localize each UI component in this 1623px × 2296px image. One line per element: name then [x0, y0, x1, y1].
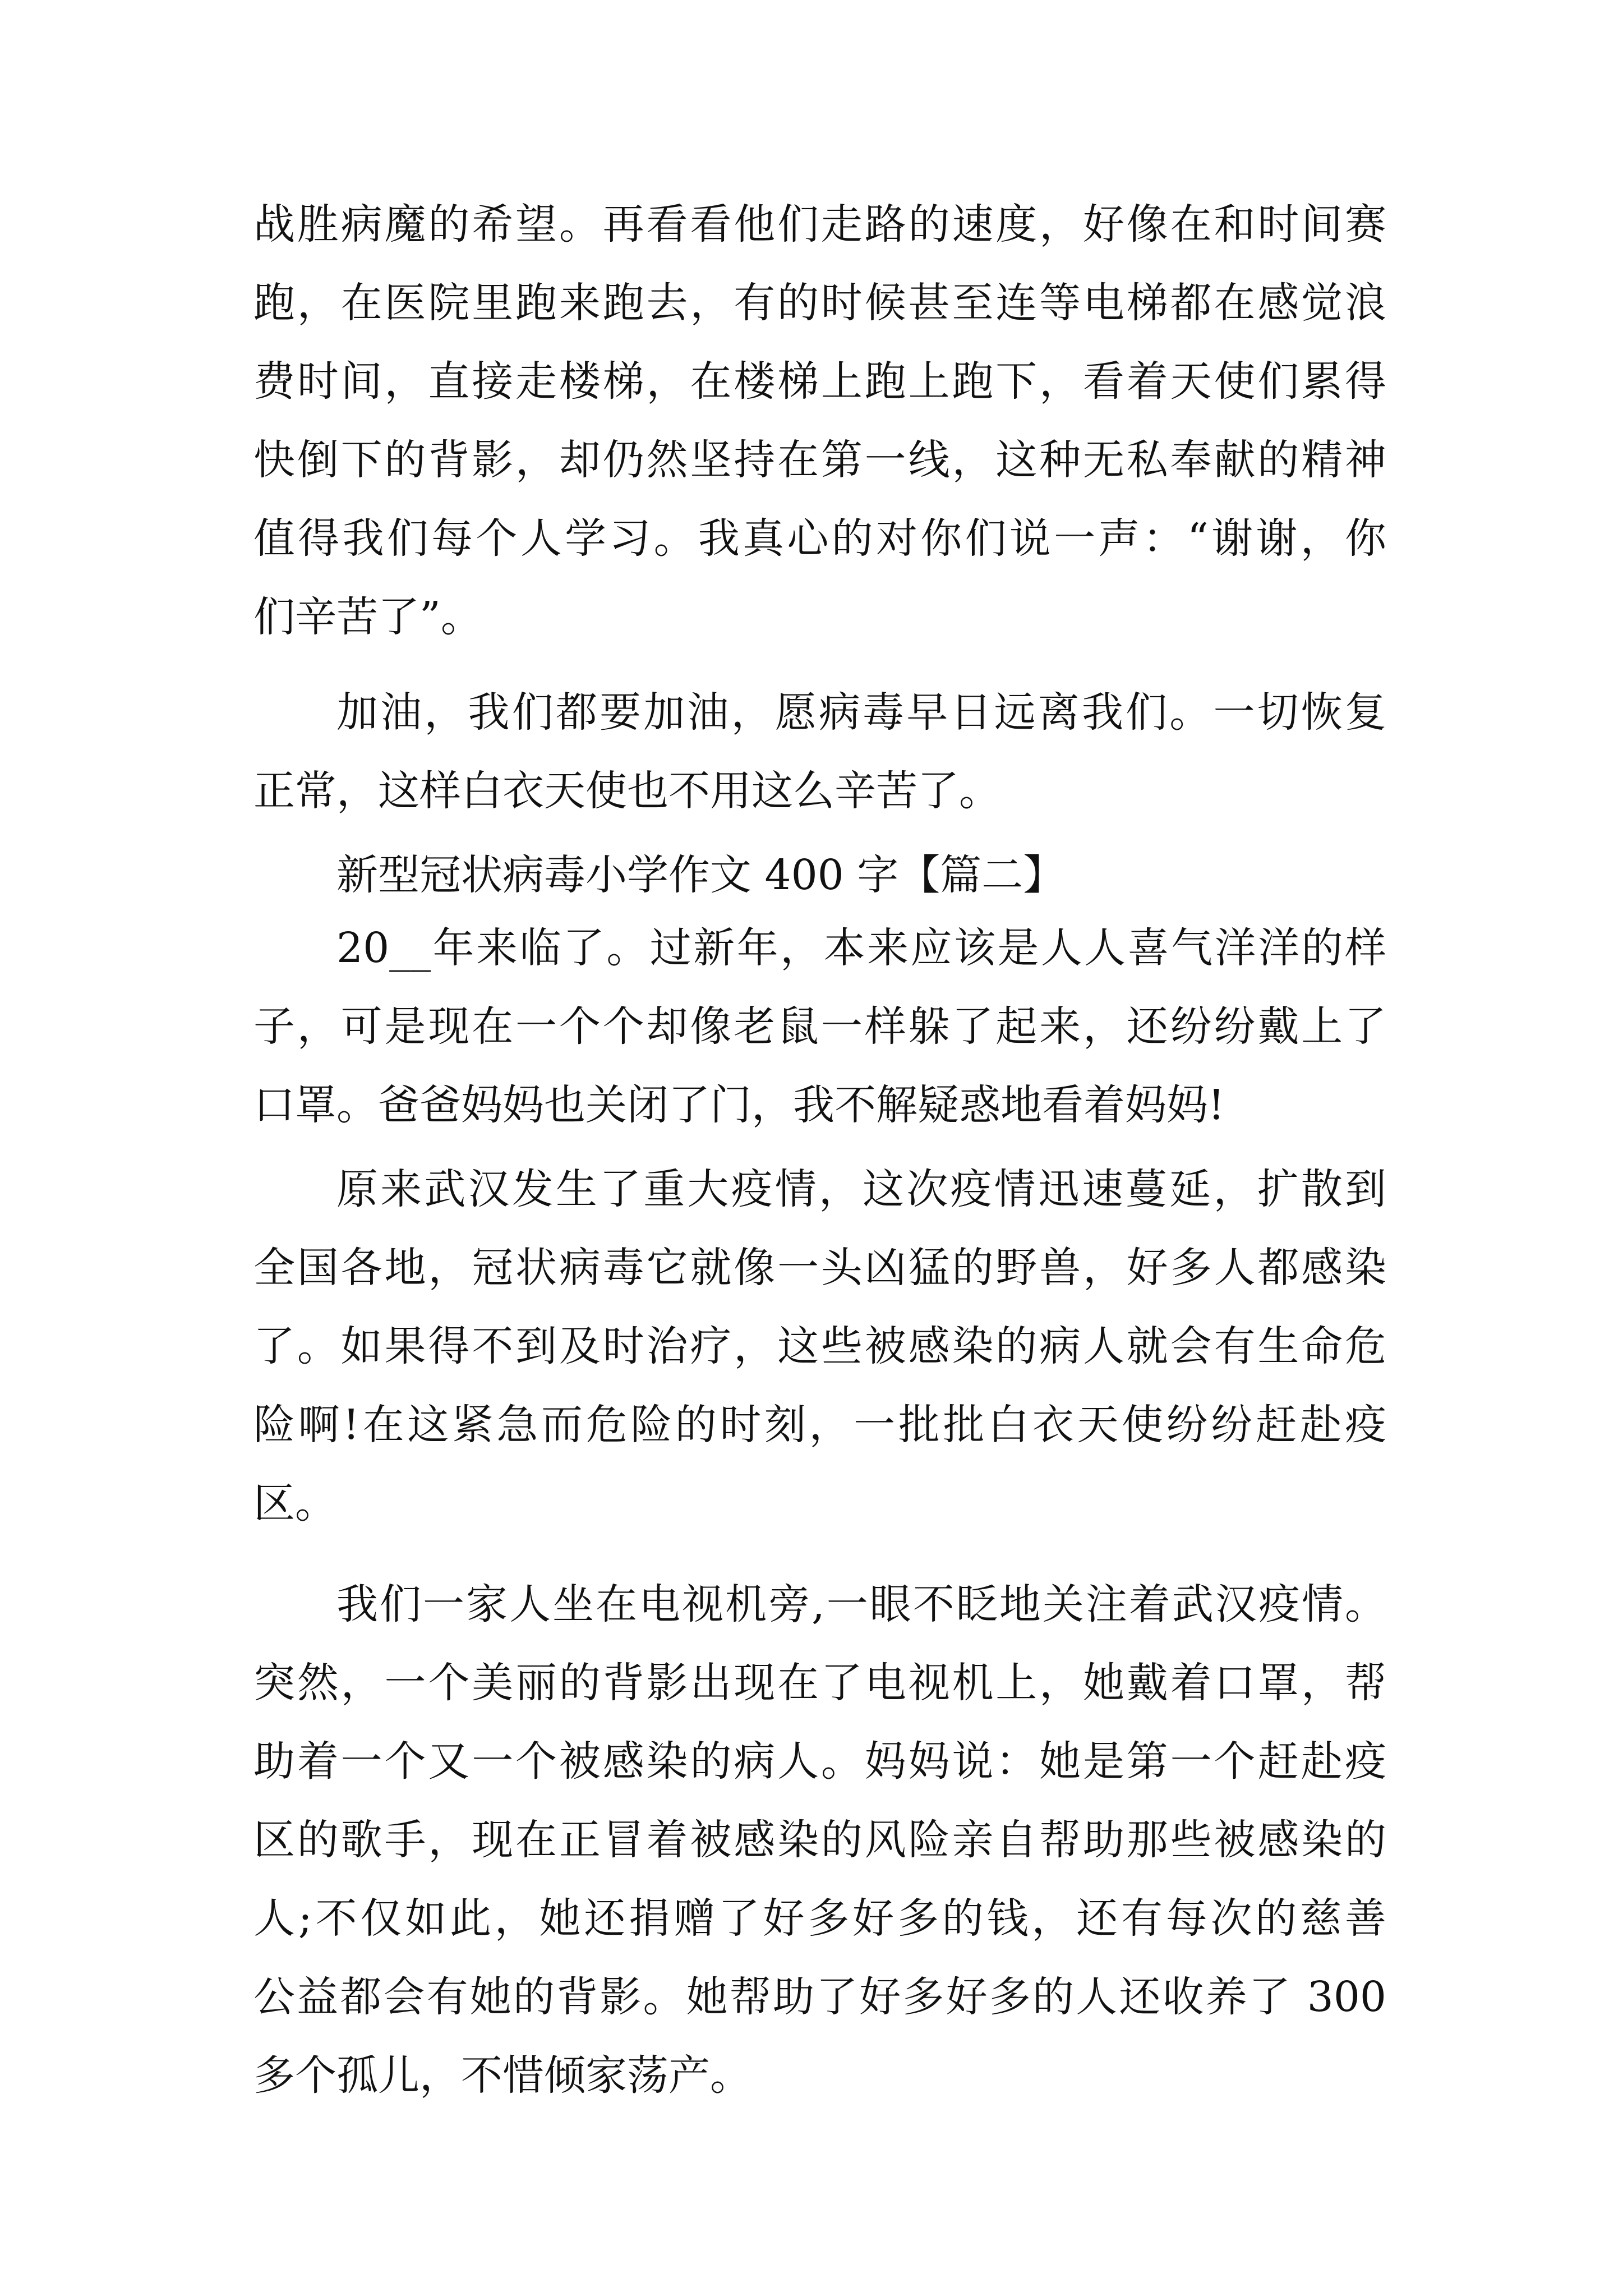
text-line: 险啊!在这紧急而危险的时刻，一批批白衣天使纷纷赶赴疫 — [253, 1401, 1386, 1449]
text-line: 人;不仅如此，她还捐赠了好多好多的钱，还有每次的慈善 — [253, 1894, 1386, 1943]
text-line: 区。 — [253, 1479, 336, 1527]
text-line: 全国各地，冠状病毒它就像一头凶猛的野兽，好多人都感染 — [253, 1244, 1386, 1292]
text-line: 突然，一个美丽的背影出现在了电视机上，她戴着口罩，帮 — [253, 1659, 1386, 1707]
paragraph-first-line: 原来武汉发生了重大疫情，这次疫情迅速蔓延，扩散到 — [336, 1165, 1386, 1213]
text-line: 值得我们每个人学习。我真心的对你们说一声：“谢谢，你 — [253, 514, 1386, 563]
text-line: 快倒下的背影，却仍然坚持在第一线，这种无私奉献的精神 — [253, 436, 1386, 484]
text-line: 们辛苦了”。 — [253, 593, 482, 641]
text-line: 了。如果得不到及时治疗，这些被感染的病人就会有生命危 — [253, 1322, 1386, 1370]
text-line: 战胜病魔的希望。再看看他们走路的速度，好像在和时间赛 — [253, 200, 1386, 249]
section-heading: 新型冠状病毒小学作文 400 字【篇二】 — [336, 851, 1065, 899]
text-line: 正常，这样白衣天使也不用这么辛苦了。 — [253, 767, 1000, 815]
text-line: 公益都会有她的背影。她帮助了好多好多的人还收养了 300 — [253, 1973, 1386, 2021]
text-line: 跑，在医院里跑来跑去，有的时候甚至连等电梯都在感觉浪 — [253, 279, 1386, 327]
paragraph-first-line: 我们一家人坐在电视机旁,一眼不眨地关注着武汉疫情。 — [336, 1580, 1386, 1628]
text-line: 口罩。爸爸妈妈也关闭了门，我不解疑惑地看着妈妈! — [253, 1081, 1225, 1129]
text-line: 费时间，直接走楼梯，在楼梯上跑上跑下，看着天使们累得 — [253, 357, 1386, 406]
text-line: 区的歌手，现在正冒着被感染的风险亲自帮助那些被感染的 — [253, 1816, 1386, 1864]
text-line: 多个孤儿，不惜倾家荡产。 — [253, 2051, 751, 2100]
paragraph-first-line: 20__年来临了。过新年，本来应该是人人喜气洋洋的样 — [336, 924, 1386, 972]
text-line: 助着一个又一个被感染的病人。妈妈说：她是第一个赶赴疫 — [253, 1737, 1386, 1786]
paragraph-first-line: 加油，我们都要加油，愿病毒早日远离我们。一切恢复 — [336, 688, 1386, 737]
text-line: 子，可是现在一个个却像老鼠一样躲了起来，还纷纷戴上了 — [253, 1002, 1386, 1051]
